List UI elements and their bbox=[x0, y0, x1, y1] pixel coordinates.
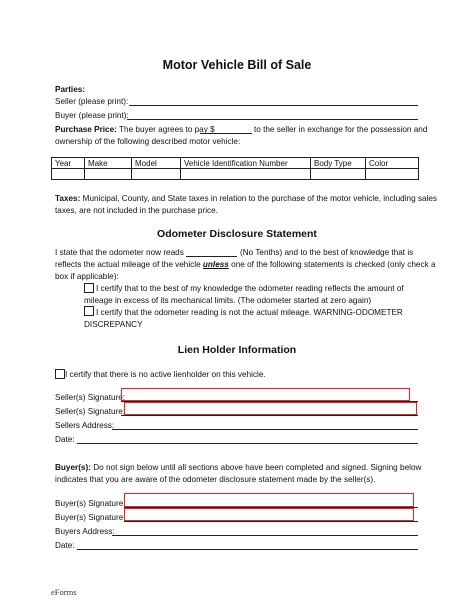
header-year: Year bbox=[52, 158, 85, 169]
odometer-intro-b: (No Tenths) and to the best of knowledge that is bbox=[240, 248, 414, 257]
taxes-line-1 bbox=[55, 194, 437, 204]
vehicle-table-row bbox=[52, 169, 419, 180]
no-lien-statement: I certify that there is no active lienholder on this vehicle. bbox=[65, 370, 266, 379]
purchase-price-line bbox=[55, 125, 215, 135]
buyer-notice-text-1: Do not sign below until all sections above have been completed and signed. Signing below bbox=[93, 463, 422, 472]
header-body-type: Body Type bbox=[311, 158, 366, 169]
buyer-address-label: Buyers Address: bbox=[55, 527, 115, 536]
odometer-intro-line-2-a: reflects the actual mileage of the vehicle bbox=[55, 260, 201, 269]
buyer-signature-1-field[interactable] bbox=[124, 493, 414, 507]
odometer-heading: Odometer Disclosure Statement bbox=[157, 228, 317, 240]
seller-print-label: Seller (please print): bbox=[55, 97, 129, 106]
buyer-notice-label: Buyer(s): bbox=[55, 463, 91, 472]
seller-print-field[interactable] bbox=[129, 105, 418, 106]
seller-date-field[interactable] bbox=[77, 443, 418, 444]
lien-heading: Lien Holder Information bbox=[177, 344, 297, 356]
purchase-price-line-2: ownership of the following described motor vehicle: bbox=[55, 137, 241, 146]
buyer-notice-line-2: indicates that you are aware of the odometer disclosure statement made by the seller(s). bbox=[55, 475, 376, 484]
cell-vin[interactable] bbox=[181, 169, 311, 180]
buyer-signature-2-line bbox=[124, 521, 418, 522]
seller-signature-2-line bbox=[121, 415, 418, 416]
vehicle-table-header-row bbox=[52, 158, 419, 169]
odometer-option-1-line-1: I certify that to the best of my knowledge the odometer reading reflects the amount of bbox=[96, 284, 404, 293]
no-lien-checkbox[interactable] bbox=[55, 369, 65, 379]
odometer-option-2-line-2: DISCREPANCY bbox=[84, 320, 143, 329]
buyer-notice-line-1 bbox=[55, 463, 421, 473]
purchase-price-field[interactable] bbox=[200, 133, 252, 134]
header-make: Make bbox=[85, 158, 132, 169]
buyer-date-field[interactable] bbox=[77, 549, 418, 550]
seller-address-field[interactable] bbox=[112, 429, 418, 430]
cell-color[interactable] bbox=[366, 169, 419, 180]
seller-date-label: Date: bbox=[55, 435, 75, 444]
vehicle-table bbox=[51, 157, 419, 180]
odometer-option-2-line-1: I certify that the odometer reading is not the actual mileage. WARNING-ODOMETER bbox=[96, 308, 403, 317]
seller-signature-2-label: Seller(s) Signature: bbox=[55, 407, 126, 416]
seller-address-label: Sellers Address: bbox=[55, 421, 115, 430]
buyer-print-label: Buyer (please print): bbox=[55, 111, 129, 120]
odometer-intro-line-2 bbox=[55, 260, 436, 270]
odometer-reading-field[interactable] bbox=[186, 256, 237, 257]
seller-signature-1-label: Seller(s) Signature: bbox=[55, 393, 126, 402]
buyer-signature-1-label: Buyer(s) Signature: bbox=[55, 499, 126, 508]
buyer-address-field[interactable] bbox=[112, 535, 418, 536]
parties-heading: Parties: bbox=[55, 85, 86, 94]
odometer-intro-a: I state that the odometer now reads bbox=[55, 248, 184, 257]
buyer-print-field[interactable] bbox=[127, 119, 418, 120]
seller-signature-1-field[interactable] bbox=[121, 388, 410, 401]
odometer-unless: unless bbox=[202, 260, 229, 269]
footer-brand: eForms bbox=[51, 587, 77, 597]
taxes-text-1: Municipal, County, and State taxes in relation to the purchase of the motor vehicle, including sales bbox=[82, 194, 438, 203]
cell-make[interactable] bbox=[85, 169, 132, 180]
header-color: Color bbox=[366, 158, 419, 169]
buyer-signature-2-field[interactable] bbox=[124, 508, 414, 521]
purchase-price-label: Purchase Price: bbox=[55, 125, 117, 134]
odometer-option-2-checkbox[interactable] bbox=[84, 306, 94, 316]
buyer-date-label: Date: bbox=[55, 541, 75, 550]
cell-body-type[interactable] bbox=[311, 169, 366, 180]
header-vin: Vehicle Identification Number bbox=[181, 158, 311, 169]
cell-model[interactable] bbox=[132, 169, 181, 180]
odometer-option-1-checkbox[interactable] bbox=[84, 283, 94, 293]
cell-year[interactable] bbox=[52, 169, 85, 180]
odometer-option-1-line-2: mileage in excess of its mechanical limits. (The odometer started at zero again) bbox=[84, 296, 372, 305]
odometer-intro-line-3: box if applicable): bbox=[55, 272, 119, 281]
header-model: Model bbox=[132, 158, 181, 169]
taxes-label: Taxes: bbox=[55, 194, 81, 203]
seller-signature-2-field[interactable] bbox=[124, 402, 417, 415]
document-title: Motor Vehicle Bill of Sale bbox=[162, 58, 312, 72]
taxes-line-2: taxes, are not included in the purchase price. bbox=[55, 206, 218, 215]
purchase-price-text-before: The buyer agrees to pay $ bbox=[119, 125, 215, 134]
purchase-price-text-after: to the seller in exchange for the possession and bbox=[254, 125, 428, 134]
odometer-intro-line-2-b: one of the following statements is checked (only check a bbox=[231, 260, 436, 269]
buyer-signature-2-label: Buyer(s) Signature: bbox=[55, 513, 126, 522]
